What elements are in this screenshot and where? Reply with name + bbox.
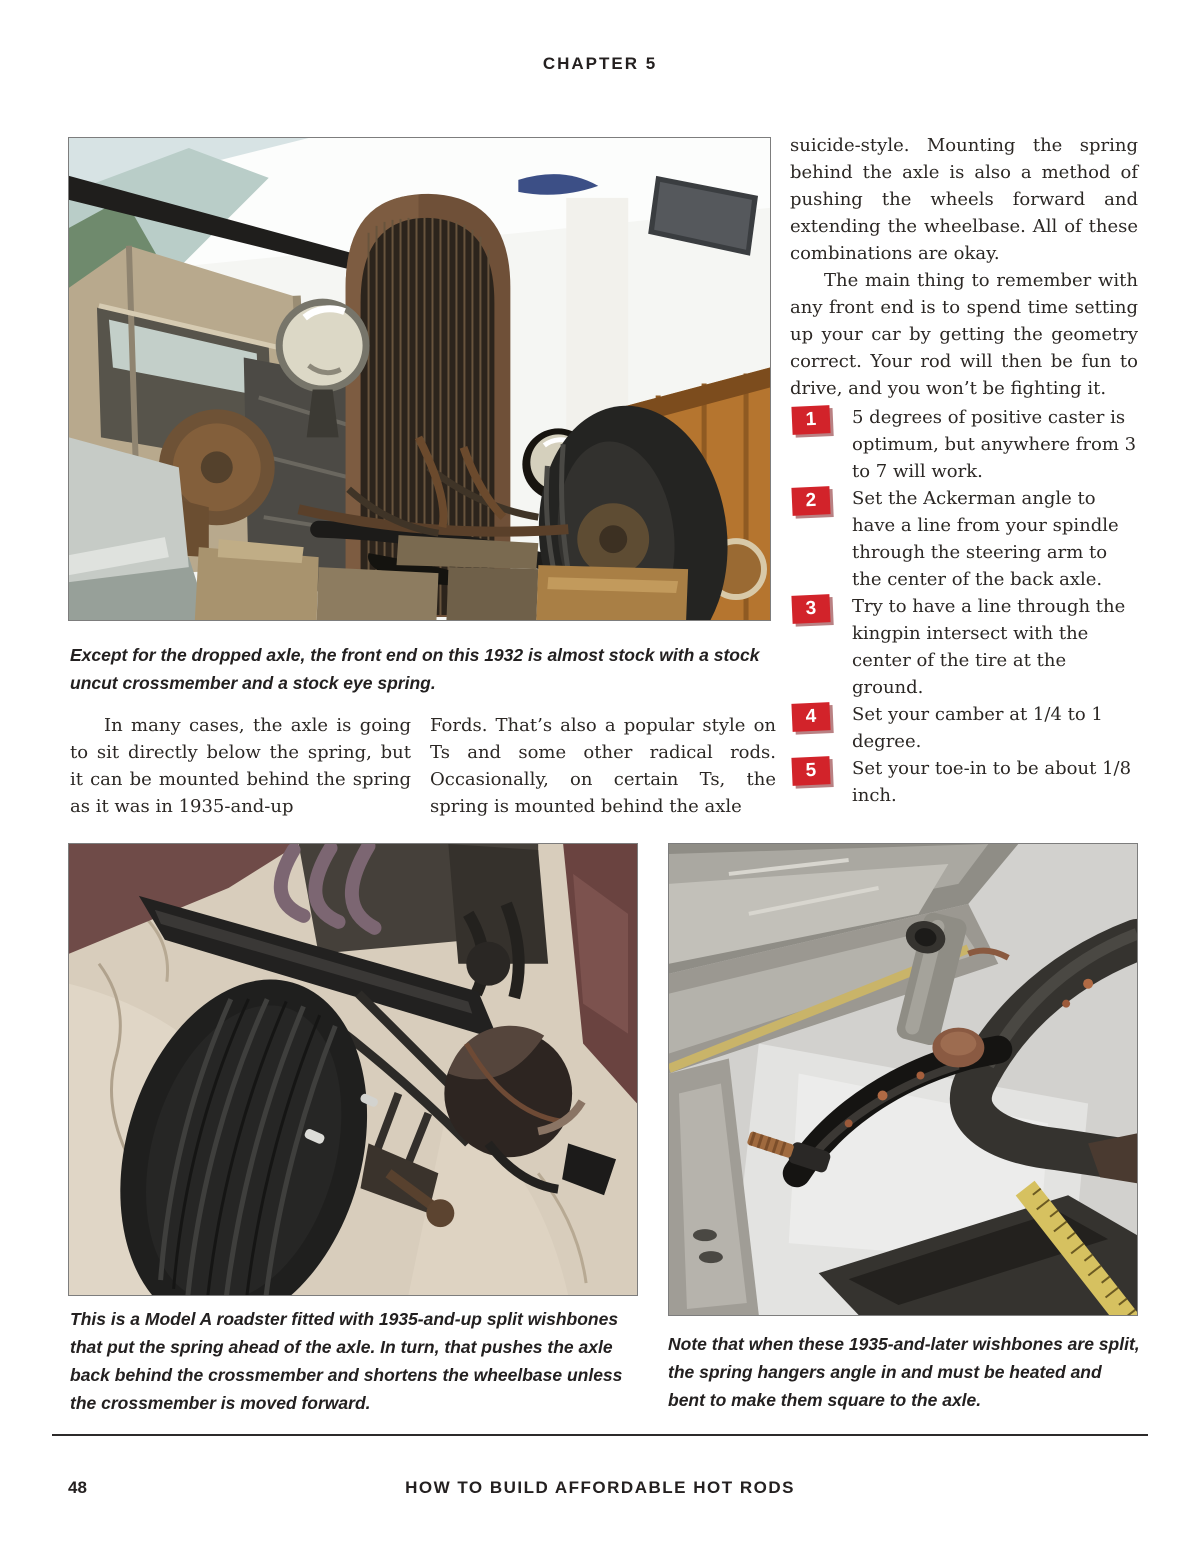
photo-model-a-roadster (68, 843, 638, 1296)
list-item (790, 755, 1138, 809)
step-badge-1: 1 (791, 405, 830, 435)
right-column (790, 132, 1138, 809)
footer-divider (52, 1434, 1148, 1436)
step-text-5: Set your toe-in to be about 1/8 inch. (852, 758, 1132, 806)
page-number: 48 (68, 1478, 87, 1497)
step-text-2: Set the Ackerman angle to have a line from your spindle through the steering arm to the center of the back axle. (852, 488, 1119, 590)
body-column-1: In many cases, the axle is going to sit directly below the spring, but it can be mounted behind the spring as it was in 1935-and-up (70, 715, 411, 817)
right-paragraph-1: suicide-style. Mounting the spring behind the axle is also a method of pushing the wheels forward and extending the wheelbase. All of these combinations are okay. (790, 135, 1138, 264)
right-paragraph-2: The main thing to remember with any front end is to spend time setting up your car by getting the geometry correct. Your rod will then be fun to drive, and you won’t be fighting it. (790, 270, 1138, 399)
step-badge-4: 4 (791, 702, 830, 732)
book-title-footer: HOW TO BUILD AFFORDABLE HOT RODS (405, 1478, 795, 1497)
caption-bottom-right-photo: Note that when these 1935-and-later wishbones are split, the spring hangers angle in and must be heated and bent to make them square to the axle. (668, 1334, 1140, 1410)
step-text-4: Set your camber at 1/4 to 1 degree. (852, 704, 1103, 752)
step-text-3: Try to have a line through the kingpin intersect with the center of the tire at the ground. (852, 596, 1126, 698)
list-item (790, 404, 1138, 485)
photo-1932-front-end (68, 137, 771, 621)
list-item (790, 485, 1138, 593)
step-badge-5: 5 (791, 756, 830, 786)
photo-wishbone-detail (668, 843, 1138, 1316)
caption-top-photo: Except for the dropped axle, the front end on this 1932 is almost stock with a stock uncut crossmember and a stock eye spring. (70, 645, 760, 693)
step-text-1: 5 degrees of positive caster is optimum, but anywhere from 3 to 7 will work. (852, 407, 1137, 482)
step-badge-2: 2 (791, 486, 830, 516)
caption-bottom-left-photo: This is a Model A roadster fitted with 1935-and-up split wishbones that put the spring ahead of the axle. In turn, that pushes the axle back behind the crossmember and shortens the wheelbase unless the crossmember is moved forward. (70, 1309, 623, 1413)
step-badge-3: 3 (791, 594, 830, 624)
list-item (790, 701, 1138, 755)
setup-steps-list (790, 404, 1138, 809)
chapter-heading: CHAPTER 5 (542, 54, 658, 73)
list-item (790, 593, 1138, 701)
body-column-2: Fords. That’s also a popular style on Ts and some other radical rods. Occasionally, on certain Ts, the spring is mounted behind the axle (430, 715, 776, 817)
